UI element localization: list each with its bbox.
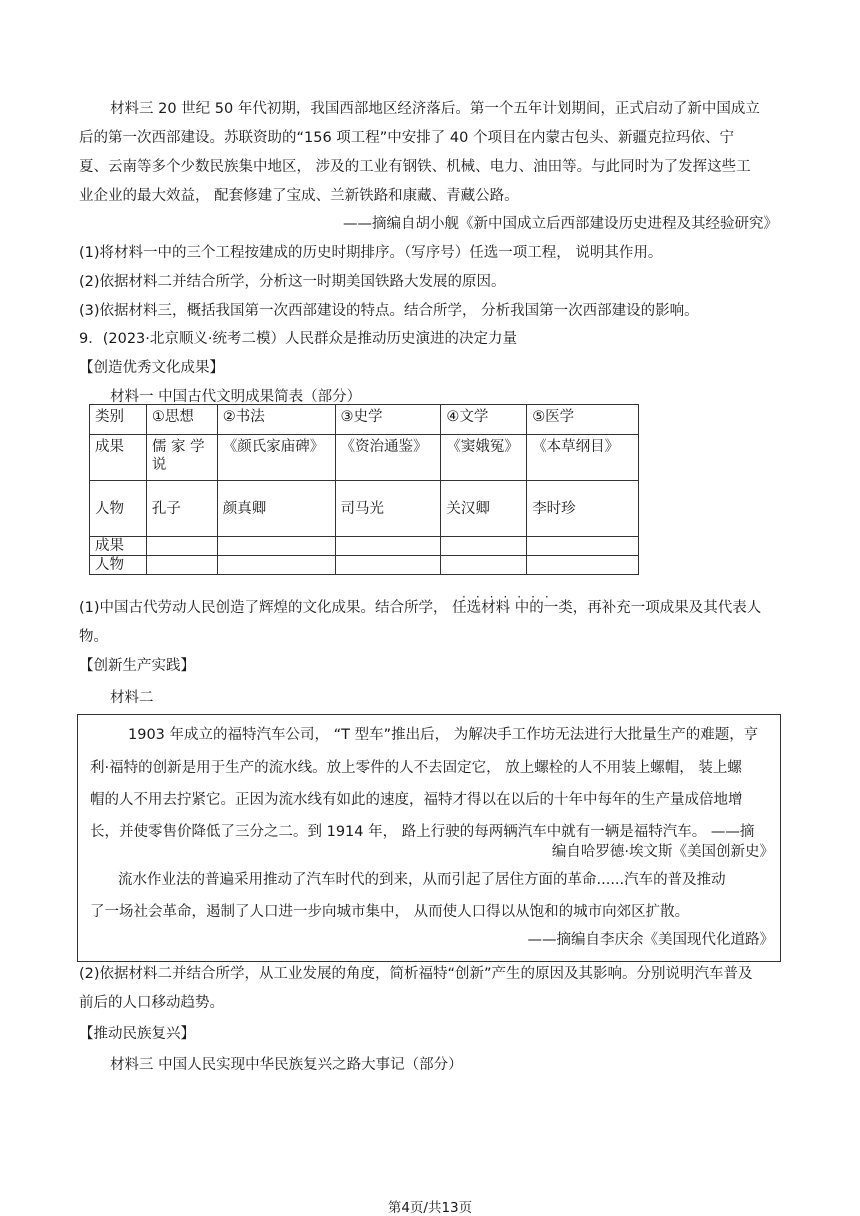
table-cell: 《窦娥冤》 — [441, 435, 527, 481]
q9-1-line-1: (1)中国古代劳动人民创造了辉煌的文化成果。结合所学， 任选材料 中的一类，再补充一项成果及其代表人 — [79, 600, 762, 616]
table-cell — [146, 537, 217, 556]
table-cell: ①思想 — [146, 405, 217, 435]
box-line-4: 长，并使零售价降低了三分之二。到 1914 年， 路上行驶的每两辆汽车中就有一辆是福特汽车。 ——摘 — [90, 824, 755, 840]
table-cell: 李时珍 — [527, 481, 639, 537]
table-cell: 司马光 — [335, 481, 441, 537]
emphasis-dots: ······· — [462, 590, 559, 604]
table-cell — [217, 556, 335, 575]
table-cell — [335, 537, 441, 556]
table-row-person — [90, 481, 639, 537]
culture-table — [89, 404, 639, 575]
table-cell: 成果 — [90, 537, 147, 556]
table-caption: 材料一 中国古代文明成果简表（部分） — [110, 389, 362, 405]
table-cell — [441, 556, 527, 575]
box-source-2: ——摘编自李庆余《美国现代化道路》 — [527, 932, 774, 948]
table-cell — [527, 537, 639, 556]
m3-line-4: 业企业的最大效益， 配套修建了宝成、兰新铁路和康藏、青藏公路。 — [79, 188, 519, 204]
q8-1: (1)将材料一中的三个工程按建成的历史时期排序。（写序号）任选一项工程， 说明其作用。 — [79, 245, 663, 261]
table-cell: 人物 — [90, 481, 147, 537]
section-production: 【创新生产实践】 — [79, 658, 195, 674]
box-line-1: 1903 年成立的福特汽车公司， “T 型车”推出后， 为解决手工作坊无法进行大批量生产的难题，亨 — [128, 727, 759, 743]
box-source-1: 编自哈罗德·埃文斯《美国创新史》 — [551, 844, 774, 860]
section-culture: 【创造优秀文化成果】 — [79, 360, 224, 376]
material-3b-caption: 材料三 中国人民实现中华民族复兴之路大事记（部分） — [110, 1057, 463, 1073]
table-cell: 成果 — [90, 435, 147, 481]
box-line-2: 利·福特的创新是用于生产的流水线。放上零件的人不去固定它， 放上螺栓的人不用装上螺帽， 装上螺 — [90, 760, 742, 776]
q9-1-line-2: 物。 — [79, 629, 108, 645]
m3-line-3: 夏、云南等多个少数民族集中地区， 涉及的工业有钢铁、机械、电力、油田等。与此同时为了发挥这些工 — [79, 159, 751, 175]
table-cell: 类别 — [90, 405, 147, 435]
table-cell — [217, 537, 335, 556]
page-footer: 第4页/共13页 — [387, 1200, 473, 1216]
table-cell: 孔子 — [146, 481, 217, 537]
q9-2-line-2: 前后的人口移动趋势。 — [79, 995, 224, 1011]
q9-title: 9．(2023·北京顺义·统考二模）人民群众是推动历史演进的决定力量 — [79, 331, 517, 347]
m3-line-2: 后的第一次西部建设。苏联资助的“156 项工程”中安排了 40 个项目在内蒙古包头、新疆克拉玛依、宁 — [79, 130, 734, 146]
q9-2-line-1: (2)依据材料二并结合所学，从工业发展的角度，简析福特“创新”产生的原因及其影响。分别说明汽车普及 — [79, 966, 753, 982]
box-line-5: 流水作业法的普遍采用推动了汽车时代的到来，从而引起了居住方面的革命......汽车的普及推动 — [118, 872, 726, 888]
table-cell: 《本草纲目》 — [527, 435, 639, 481]
table-cell: 《颜氏家庙碑》 — [217, 435, 335, 481]
table-row-blank-2 — [90, 556, 639, 575]
q8-3: (3)依据材料三，概括我国第一次西部建设的特点。结合所学， 分析我国第一次西部建设的影响。 — [79, 303, 699, 319]
box-line-6: 了一场社会革命，遏制了人口进一步向城市集中， 从而使人口得以从饱和的城市向郊区扩散。 — [90, 904, 690, 920]
table-header-row — [90, 405, 639, 435]
table-row-blank-1 — [90, 537, 639, 556]
box-line-3: 帽的人不用去拧紧它。正因为流水线有如此的速度，福特才得以在以后的十年中每年的生产量成倍地增 — [90, 792, 743, 808]
table-cell: 关汉卿 — [441, 481, 527, 537]
m3-line-1: 材料三 20 世纪 50 年代初期，我国西部地区经济落后。第一个五年计划期间，正式启动了新中国成立 — [110, 101, 760, 117]
table-cell: 人物 — [90, 556, 147, 575]
material-2-label: 材料二 — [110, 690, 154, 706]
table-cell — [527, 556, 639, 575]
table-cell: 《资治通鉴》 — [335, 435, 441, 481]
m3-source: ——摘编自胡小舰《新中国成立后西部建设历史进程及其经验研究》 — [343, 216, 778, 232]
table-cell: ②书法 — [217, 405, 335, 435]
table-cell — [441, 537, 527, 556]
q8-2: (2)依据材料二并结合所学，分析这一时期美国铁路大发展的原因。 — [79, 274, 506, 290]
table-cell — [335, 556, 441, 575]
table-cell: ③史学 — [335, 405, 441, 435]
table-cell: ⑤医学 — [527, 405, 639, 435]
table-cell — [146, 556, 217, 575]
table-row-achievement — [90, 435, 639, 481]
table-cell: 儒 家 学说 — [146, 435, 217, 481]
table-cell: 颜真卿 — [217, 481, 335, 537]
section-rejuvenation: 【推动民族复兴】 — [79, 1026, 195, 1042]
table-cell: ④文学 — [441, 405, 527, 435]
